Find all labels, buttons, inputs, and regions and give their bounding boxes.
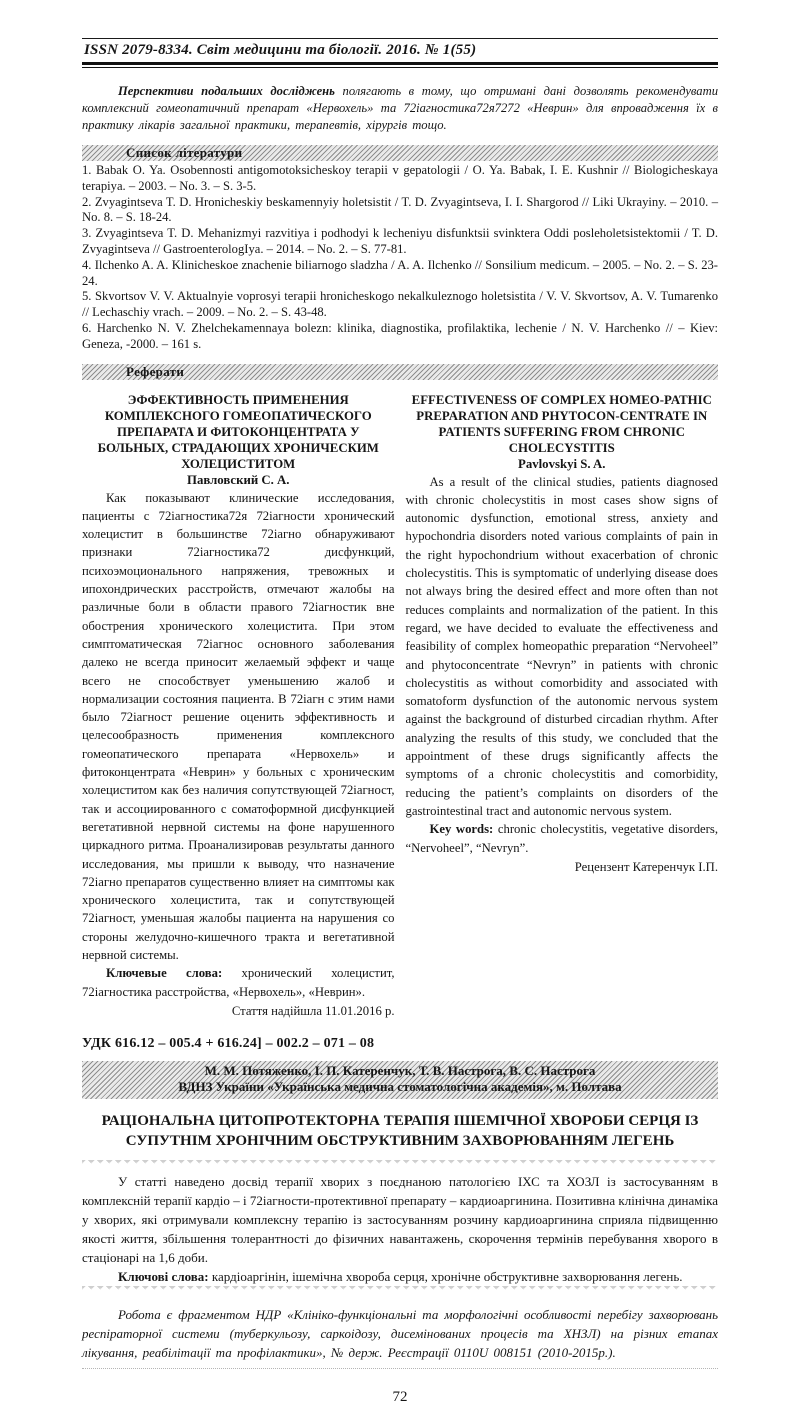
reference-item: 5. Skvortsov V. V. Aktualnyie voprosyi terapii hronicheskogo nekalkuleznogo holetsistita / V. V. Skvortsov, A. V. Tumarenko // Lechaschiy vrach. – 2009. – No. 2. – S. 43-48.: [82, 289, 718, 320]
abstract-english-column: [406, 392, 719, 1020]
abstract-english-author: Pavlovskyi S. A.: [518, 456, 606, 471]
abstract-russian-title: ЭФФЕКТИВНОСТЬ ПРИМЕНЕНИЯ КОМПЛЕКСНОГО ГОМЕОПАТИЧЕСКОГО ПРЕПАРАТА И ФИТОКОНЦЕНТРАТА У БОЛЬНЫХ, СТРАДАЮЩИХ ХРОНИЧЕСКИМ ХОЛЕЦИСТИТОМ: [97, 392, 379, 471]
reference-item: 2. Zvyagintseva T. D. Hronicheskiy beskamennyiy holetsistit / T. D. Zvyagintseva, I. I. Shargorod // Liki Ukrayiny. – 2010. – No. 8. – S. 18-24.: [82, 194, 718, 225]
abstract-russian-author: Павловский С. А.: [187, 472, 290, 487]
abstracts-heading-banner: [82, 364, 718, 380]
article-keywords: [82, 1267, 718, 1286]
abstract-russian-body: Как показывают клинические исследования, пациенты с 72іагностика72я 72іагности хронический холецистит в большинстве 72іагно обнаруживают признаки 72іагностика72 дисфункций, психоэмоционального напряжения, тревожных и ипохондрических расстройств, отмечают жалобы на различные боли в области правого 72іагностик вне обострения хронического холецистита. При этом симптоматическая 72іагнос основного заболевания далеко не всегда приносит желаемый эффект и чаще всего не способствует уменьшению жалоб и нормализации состояния пациента. В 72іагн с этим нами было 72іагност решение оценить эффективность и целесообразность применения комплексного гомеопатического препарата «Нервохель» и фитоконцентрата «Неврин» у больных с хроническим холециститом как без наличия сопутствующей 72іагност, так и ассоциированного с соматоформной дисфункцией вегетативной нервной системы на фоне нарушенного циркадного ритма. Проанализировав результаты данного исследования, мы пришли к выводу, что назначение 72іагно препаратов существенно влияет на симптомы как хронического холецистита, так и сопутствующей 72іагност, уменьшая жалобы пациента на нарушения со стороны желудочно-кишечного тракта и вегетативной нервной системы.: [82, 490, 395, 962]
references-heading: Список літератури: [126, 145, 243, 160]
references-heading-banner: [82, 145, 718, 161]
article-abstract: У статті наведено досвід терапії хворих з поєднаною патологією ІХС та ХОЗЛ із застосуванням в комплексній терапії кардіо – і 72іагности-протективної препарату – кардиоаргинина. Позитивна клінічна динаміка у хворих, які отримували комплексну терапію із застосуванням розчину кардиоаргинина сприяла підвищенню якості життя, збільшення толерантності до фізичних навантажень, скорочення термінів перебування хворого в стаціонарі на 1,6 доби.: [82, 1173, 718, 1265]
article-title: РАЦІОНАЛЬНА ЦИТОПРОТЕКТОРНА ТЕРАПІЯ ІШЕМІЧНОЇ ХВОРОБИ СЕРЦЯ ІЗ СУПУТНІМ ХРОНІЧНИМ ОБСТРУКТИВНИМ ЗАХВОРЮВАННЯМ ЛЕГЕНЬ: [101, 1112, 699, 1149]
abstract-russian-keywords: [82, 964, 395, 1001]
perspectives-lead: Перспективи подальших досліджень: [118, 84, 335, 98]
zigzag-divider: [82, 1286, 718, 1291]
article-keywords-text: кардіоаргінін, ішемічна хвороба серця, хронічне обструктивне захворювання легень.: [208, 1268, 683, 1284]
abstracts-columns: [82, 392, 718, 1020]
reference-item: 3. Zvyagintseva T. D. Mehanizmyi razvitiya i podhodyi k lecheniyu disfunktsii svinktera Oddi posleholetsistektomii / T. D. Zvyagintseva // GastroenterologIya. – 2014. – No. 2. – S. 77-81.: [82, 226, 718, 256]
abstract-english-body: As a result of the clinical studies, patients diagnosed with chronic cholecystitis in most cases show signs of autonomic dysfunction, emotional stress, anxiety and hypochondria disorders noted various complaints of pain in the right hypochondrium without exacerbation of chronic cholecystitis. This is symptomatic of underlying disease does not always bring the desired effect and more often than not reduces complaints and normalization of the patient. In this regard, we have decided to evaluate the effectiveness and feasibility of complex homeopathic preparation “Nervoheel” and phytoconcentrate “Nevryn” in patients with chronic cholecystitis as without comorbidity and associated with somatoform dysfunction of the autonomic nervous system against the background of disturbed circadian rhythm. After analyzing the results of this study, we concluded that the appointment of these drugs significantly affects the symptoms of a chronic cholecystitis and comorbidity, reducing the patient’s complaints on disorders of the gastrointestinal tract and autonomic nervous system.: [405, 474, 718, 818]
perspectives-paragraph: [82, 83, 718, 134]
article-authors-banner: [82, 1061, 718, 1099]
article-received-date: Стаття надійшла 11.01.2016 р.: [231, 1003, 395, 1018]
abstract-russian-keywords-label: Ключевые слова:: [106, 966, 223, 981]
article-authors: М. М. Потяженко, І. П. Катеренчук, Т. В. Настрога, В. С. Настрога: [204, 1062, 596, 1078]
udc-code: УДК 616.12 – 005.4 + 616.24] – 002.2 – 071 – 08: [82, 1035, 375, 1051]
faint-dotted-divider: [82, 1368, 718, 1369]
journal-issn-header: ISSN 2079-8334. Світ медицини та біології. 2016. № 1(55): [84, 42, 477, 58]
reference-item: 1. Babak O. Ya. Osobennosti antigomotoksicheskoy terapii v gepatologii / O. Ya. Babak, I. E. Kushnir // Biologicheskaya terapiya. – 2003. – No. 3. – S. 3-5.: [82, 163, 718, 193]
abstract-russian-column: [82, 392, 395, 1020]
abstract-english-keywords-text: chronic cholecystitis, vegetative disorders, “Nervoheel”, “Nevryn”.: [405, 822, 719, 855]
header-double-rule: [82, 62, 718, 68]
reference-item: 6. Harchenko N. V. Zhelchekamennaya bolezn: klinika, diagnostika, profilaktika, lechenie / N. V. Harchenko // – Kiev: Geneza, -2000. – 161 s.: [82, 320, 718, 351]
abstract-english-title: EFFECTIVENESS OF COMPLEX HOMEO-PATHIC PREPARATION AND PHYTOCON-CENTRATE IN PATIENTS SUFFERING FROM CHRONIC CHOLECYSTITIS: [411, 392, 712, 455]
header-rule-thin: [82, 67, 718, 68]
page-number: 72: [392, 1388, 408, 1405]
research-fragment-note: Робота є фрагментом НДР «Клініко-функціональні та морфологічні особливості перебігу захворювань респіраторної системи (туберкульозу, саркоідозу, дисемінованих процесів та ХНЗЛ) на різних етапах лікування, реабілітації та профілактики», № держ. Реєстрації 0110U 008151 (2010-2015р.).: [82, 1306, 718, 1360]
article-reviewer: Рецензент Катеренчук І.П.: [574, 859, 718, 874]
reference-item: 4. Ilchenko A. A. Klinicheskoe znachenie biliarnogo sladzha / A. A. Ilchenko // Sonsilium medicum. – 2005. – No. 2. – S. 23-24.: [82, 257, 718, 288]
abstract-russian-keywords-text: хронический холецистит, 72іагностика расстройства, «Нервохель», «Неврин».: [82, 966, 395, 999]
abstract-english-keywords-label: Key words:: [429, 822, 494, 837]
perspectives-text: полягають в тому, що отримані дані дозволять рекомендувати комплексний гомеопатичний препарат «Нервохель» та 72іагностика72я7272 «Неврин» для впровадження їх в практику лікарів загальної практики, терапевтів, хірургів тощо.: [82, 84, 718, 132]
zigzag-divider: [82, 1160, 718, 1165]
abstract-english-keywords: [406, 820, 719, 857]
references-list: [82, 163, 718, 353]
header-rule-thick: [82, 62, 718, 65]
article-affiliation: ВДНЗ України «Українська медична стоматологічна академія», м. Полтава: [178, 1079, 622, 1095]
abstracts-heading: Реферати: [126, 363, 185, 379]
article-keywords-label: Ключові слова:: [118, 1268, 209, 1284]
